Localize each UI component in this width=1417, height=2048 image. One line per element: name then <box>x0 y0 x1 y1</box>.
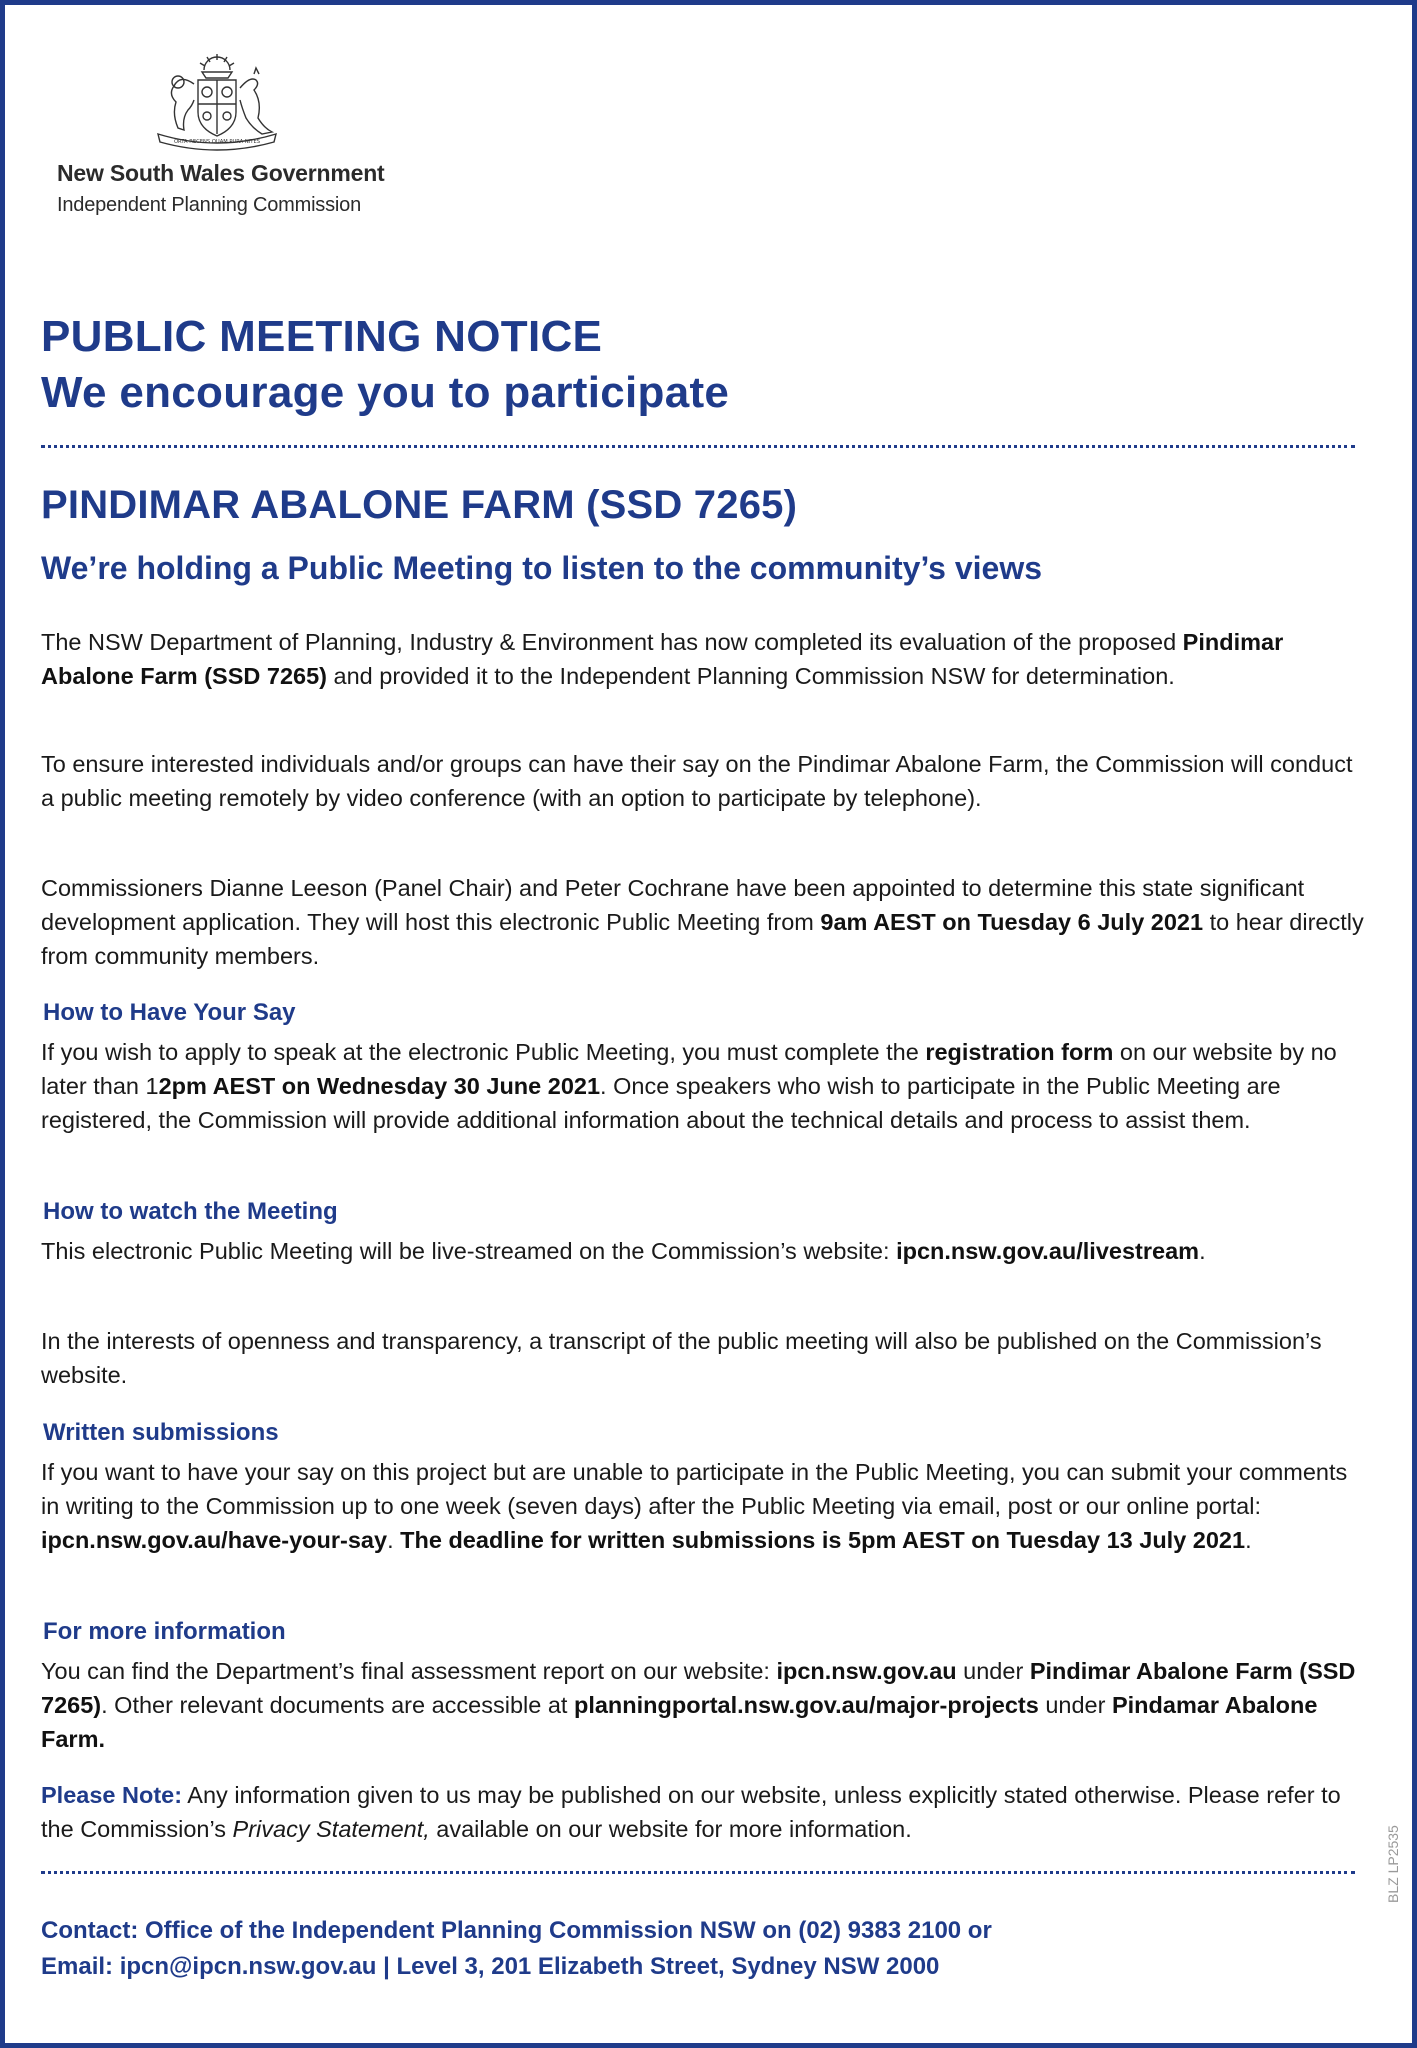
notice-tagline: We encourage you to participate <box>41 368 730 417</box>
text-run: available on our website for more information. <box>429 1816 912 1842</box>
text-run: to hear directly from community members. <box>41 909 1364 969</box>
meeting-date-bold: 9am AEST on Tuesday 6 July 2021 <box>820 909 1204 935</box>
text-run: You can find the Department’s final assessment report on our website: <box>41 1658 777 1684</box>
organisation-block <box>57 160 385 217</box>
registration-form-text: registration form <box>925 1039 1114 1065</box>
have-your-say-paragraph <box>41 1035 1366 1137</box>
org-name: New South Wales Government <box>57 160 385 186</box>
please-note-paragraph <box>41 1778 1366 1846</box>
planning-portal-url: planningportal.nsw.gov.au/major-projects <box>573 1692 1039 1718</box>
text-run: Commissioners Dianne Leeson (Panel Chair) and Peter Cochrane have been appointed to determine this state significant development application. They will host this electronic Public Meeting from <box>41 875 1305 935</box>
text-run: This electronic Public Meeting will be live-streamed on the Commission’s website: <box>41 1238 897 1264</box>
text-run: on our website by no later than 1 <box>41 1039 1337 1099</box>
text-run: . <box>1245 1527 1252 1553</box>
text-run: . Other relevant documents are accessible at <box>101 1692 574 1718</box>
text-run: and provided it to the Independent Planning Commission NSW for determination. <box>327 663 1175 689</box>
ipcn-website-url: ipcn.nsw.gov.au <box>776 1658 957 1684</box>
intro-paragraph-3 <box>41 871 1366 973</box>
org-unit: Independent Planning Commission <box>57 194 361 216</box>
nsw-coat-of-arms-logo <box>138 48 296 152</box>
text-run: Any information given to us may be published on our website, unless explicitly stated otherwise. Please refer to the Commission’s <box>41 1782 1341 1842</box>
text-run: . <box>387 1527 401 1553</box>
have-your-say-url: ipcn.nsw.gov.au/have-your-say <box>41 1527 388 1553</box>
intro-paragraph-1 <box>41 625 1366 693</box>
project-subtitle: We’re holding a Public Meeting to listen to the community’s views <box>41 550 1043 586</box>
text-run: . Once speakers who wish to participate in the Public Meeting are registered, the Commission will provide additional information about the technical details and process to assist them. <box>41 1073 1281 1133</box>
project-name-bold: Pindamar Abalone Farm. <box>41 1692 1318 1752</box>
text-run: If you want to have your say on this project but are unable to participate in the Public Meeting, you can submit your comments in writing to the Commission up to one week (seven days) after the Public Meeting via email, post or our online portal: <box>41 1459 1348 1519</box>
project-name-bold: Pindimar Abalone Farm (SSD 7265) <box>41 1658 1356 1718</box>
watch-paragraph-2: In the interests of openness and transparency, a transcript of the public meeting will also be published on the Commission’s website. <box>41 1328 1322 1388</box>
registration-deadline-bold: 2pm AEST on Wednesday 30 June 2021 <box>158 1073 601 1099</box>
notice-heading: PUBLIC MEETING NOTICE <box>41 312 603 361</box>
dotted-divider-top <box>41 445 1355 448</box>
written-submissions-paragraph <box>41 1455 1366 1557</box>
text-run: If you wish to apply to speak at the electronic Public Meeting, you must complete the <box>41 1039 926 1065</box>
please-note-label: Please Note: <box>41 1782 183 1808</box>
livestream-url: ipcn.nsw.gov.au/livestream <box>896 1238 1200 1264</box>
contact-block <box>41 1913 1361 1985</box>
dotted-divider-bottom <box>41 1871 1355 1874</box>
privacy-statement-text: Privacy Statement, <box>232 1816 430 1842</box>
contact-email-line: Email: ipcn@ipcn.nsw.gov.au | Level 3, 201 Elizabeth Street, Sydney NSW 2000 <box>41 1953 940 1980</box>
intro-paragraph-2: To ensure interested individuals and/or groups can have their say on the Pindimar Abalone Farm, the Commission will conduct a public meeting remotely by video conference (with an option to participate by telephone). <box>41 751 1353 811</box>
project-title: PINDIMAR ABALONE FARM (SSD 7265) <box>41 483 798 527</box>
section-heading-written-submissions: Written submissions <box>43 1419 279 1446</box>
text-run: under <box>1038 1692 1112 1718</box>
watch-paragraph-1 <box>41 1234 1366 1268</box>
contact-phone-line: Contact: Office of the Independent Planning Commission NSW on (02) 9383 2100 or <box>41 1917 992 1944</box>
coat-of-arms-motto: ORTA RECENS QUAM PURA NITES <box>173 139 261 145</box>
print-reference-code: BLZ LP2535 <box>1385 1825 1401 1903</box>
submission-deadline-bold: The deadline for written submissions is 5pm AEST on Tuesday 13 July 2021 <box>400 1527 1246 1553</box>
text-run: The NSW Department of Planning, Industry & Environment has now completed its evaluation of the proposed <box>41 629 1183 655</box>
more-info-paragraph <box>41 1654 1366 1756</box>
section-heading-have-your-say: How to Have Your Say <box>43 999 296 1026</box>
section-heading-watch: How to watch the Meeting <box>43 1198 338 1225</box>
text-run: . <box>1199 1238 1206 1264</box>
section-heading-more-info: For more information <box>43 1618 286 1645</box>
text-run: under <box>956 1658 1030 1684</box>
project-name-bold: Pindimar Abalone Farm (SSD 7265) <box>41 629 1284 689</box>
